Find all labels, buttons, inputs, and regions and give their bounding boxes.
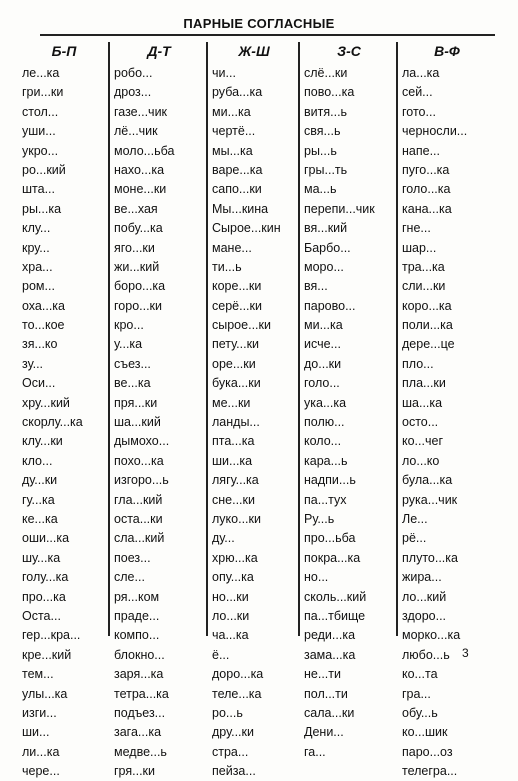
word-item: осто... xyxy=(402,415,439,430)
word-item: бука...ки xyxy=(212,376,261,391)
word-item: поли...ка xyxy=(402,318,453,333)
word-item: Дени... xyxy=(304,725,344,740)
word-item: до...ки xyxy=(304,356,342,371)
column-header: Д-Т xyxy=(147,43,171,59)
word-item: плуто...ка xyxy=(402,550,458,565)
word-item: серё...ки xyxy=(212,298,262,313)
word-item: тетра...ка xyxy=(114,686,169,701)
word-item: сла...кий xyxy=(114,531,165,546)
word-item: но... xyxy=(304,570,329,585)
word-item: пету...ки xyxy=(212,337,260,352)
word-item: тра...ка xyxy=(402,259,445,274)
word-item: сколь...кий xyxy=(304,589,367,604)
word-item: кана...ка xyxy=(402,201,452,216)
word-item: ши...ка xyxy=(212,453,253,468)
word-item: сала...ки xyxy=(304,705,355,720)
word-item: теле...ка xyxy=(212,686,262,701)
word-item: пря...ки xyxy=(114,395,158,410)
word-item: шар... xyxy=(402,240,437,255)
word-item: ми...ка xyxy=(212,104,251,119)
word-item: тем... xyxy=(22,667,54,682)
word-item: ве...ка xyxy=(114,376,151,391)
word-item: ланды... xyxy=(212,415,260,430)
word-item: изги... xyxy=(22,705,57,720)
word-item: ло...ки xyxy=(212,608,250,623)
word-item: луко...ки xyxy=(212,511,261,526)
word-item: пла...ки xyxy=(402,376,446,391)
word-item: ши... xyxy=(22,725,50,740)
word-item: ле...ка xyxy=(22,66,60,80)
word-item: кло... xyxy=(22,453,53,468)
word-item: ти...ь xyxy=(212,259,242,274)
word-item: ко...шик xyxy=(402,725,448,740)
word-item: чертё... xyxy=(212,124,256,139)
word-item: руба...ка xyxy=(212,85,263,100)
word-item: гер...кра... xyxy=(22,628,81,643)
word-item: ма...ь xyxy=(304,182,337,197)
word-item: пово...ка xyxy=(304,85,355,100)
word-item: заря...ка xyxy=(114,667,164,682)
word-item: побу...ка xyxy=(114,221,163,236)
word-item: блокно... xyxy=(114,647,165,662)
word-item: кара...ь xyxy=(304,453,348,468)
word-item: но...ки xyxy=(212,589,249,604)
word-item: голо... xyxy=(304,376,340,391)
word-item: нахо...ка xyxy=(114,162,165,177)
word-item: мы...ка xyxy=(212,143,253,158)
word-item: оха...ка xyxy=(22,298,65,313)
word-item: черносли... xyxy=(402,124,468,139)
word-item: гры...ть xyxy=(304,162,348,177)
word-item: напе... xyxy=(402,143,440,158)
word-item: оре...ки xyxy=(212,356,256,371)
word-item: гу...ка xyxy=(22,492,55,507)
word-item: коло... xyxy=(304,434,342,449)
word-item: голу...ка xyxy=(22,570,69,585)
word-item: скорлу...ка xyxy=(22,415,83,430)
word-item: хрю...ка xyxy=(212,550,258,565)
word-item: вя... xyxy=(304,279,328,294)
word-item: Оста... xyxy=(22,608,61,623)
word-list xyxy=(18,64,110,781)
column-header: В-Ф xyxy=(434,43,460,59)
word-item: зага...ка xyxy=(114,725,162,740)
word-item: ром... xyxy=(22,279,55,294)
word-item: ме...ки xyxy=(212,395,251,410)
column-header: Ж-Ш xyxy=(238,43,270,59)
word-item: робо... xyxy=(114,66,153,80)
word-item: покра...ка xyxy=(304,550,361,565)
word-item: кру... xyxy=(22,240,50,255)
word-item: Ле... xyxy=(402,511,428,526)
column-z-s xyxy=(300,38,398,759)
word-item: ли...ка xyxy=(22,744,60,759)
word-item: реди...ка xyxy=(304,628,356,643)
word-item: любо...ь xyxy=(402,647,450,662)
word-item: праде... xyxy=(114,608,160,623)
word-item: стра... xyxy=(212,744,249,759)
word-item: коре...ки xyxy=(212,279,262,294)
title-underline xyxy=(40,34,495,36)
word-item: зама...ка xyxy=(304,647,356,662)
word-list xyxy=(398,64,496,781)
word-item: коро...ка xyxy=(402,298,452,313)
word-item: ло...ко xyxy=(402,453,440,468)
word-item: ве...хая xyxy=(114,201,158,216)
word-item: опу...ка xyxy=(212,570,254,585)
word-item: чи... xyxy=(212,66,236,80)
word-item: сли...ки xyxy=(402,279,446,294)
column-header: Б-П xyxy=(51,43,77,59)
word-item: полю... xyxy=(304,415,345,430)
word-item: сей... xyxy=(402,85,433,100)
word-item: перепи...чик xyxy=(304,201,375,216)
word-item: ке...ка xyxy=(22,511,58,526)
word-item: Барбо... xyxy=(304,240,351,255)
word-item: жира... xyxy=(402,570,442,585)
page-title: ПАРНЫЕ СОГЛАСНЫЕ xyxy=(183,16,335,31)
word-item: ры...ка xyxy=(22,201,62,216)
word-item: яго...ки xyxy=(114,240,155,255)
word-item: ми...ка xyxy=(304,318,343,333)
word-item: жи...кий xyxy=(114,259,160,274)
column-d-t xyxy=(110,38,208,779)
word-item: слё...ки xyxy=(304,66,348,80)
word-item: горо...ки xyxy=(114,298,163,313)
word-item: сне...ки xyxy=(212,492,255,507)
word-item: боро...ка xyxy=(114,279,166,294)
word-item: телегра... xyxy=(402,764,458,779)
word-item: мане... xyxy=(212,240,252,255)
word-item: Оси... xyxy=(22,376,56,391)
word-item: изгоро...ь xyxy=(114,473,169,488)
word-item: ры...ь xyxy=(304,143,337,158)
word-item: кро... xyxy=(114,318,144,333)
word-item: ша...ка xyxy=(402,395,443,410)
word-item: ло...кий xyxy=(402,589,447,604)
word-item: зя...ко xyxy=(22,337,58,352)
word-item: пуго...ка xyxy=(402,162,450,177)
word-item: свя...ь xyxy=(304,124,341,139)
word-item: морко...ка xyxy=(402,628,461,643)
page-number: 3 xyxy=(462,646,469,660)
word-item: похо...ка xyxy=(114,453,164,468)
word-item: ду...ки xyxy=(22,473,58,488)
column-header: З-С xyxy=(337,43,361,59)
word-item: укро... xyxy=(22,143,59,158)
word-item: ду... xyxy=(212,531,235,546)
word-item: гото... xyxy=(402,104,436,119)
word-item: здоро... xyxy=(402,608,447,623)
word-item: доро...ка xyxy=(212,667,264,682)
word-item: поез... xyxy=(114,550,151,565)
word-item: сле... xyxy=(114,570,145,585)
word-item: па...тбище xyxy=(304,608,366,623)
word-item: кре...кий xyxy=(22,647,72,662)
word-item: шу...ка xyxy=(22,550,61,565)
word-item: сырое...ки xyxy=(212,318,271,333)
word-item: Ру...ь xyxy=(304,511,335,526)
word-item: голо...ка xyxy=(402,182,451,197)
word-item: моро... xyxy=(304,259,344,274)
word-item: про...ьба xyxy=(304,531,356,546)
word-item: ко...та xyxy=(402,667,438,682)
word-item: ука...ка xyxy=(304,395,347,410)
word-item: газе...чик xyxy=(114,104,168,119)
word-item: пол...ти xyxy=(304,686,348,701)
word-item: ко...чег xyxy=(402,434,444,449)
word-item: клу... xyxy=(22,221,51,236)
word-list xyxy=(110,64,208,781)
word-item: дру...ки xyxy=(212,725,254,740)
word-item: медве...ь xyxy=(114,744,167,759)
word-item: гри...ки xyxy=(22,85,64,100)
word-item: паро...оз xyxy=(402,744,453,759)
word-item: вя...кий xyxy=(304,221,348,236)
word-item: стол... xyxy=(22,104,59,119)
word-item: надпи...ь xyxy=(304,473,356,488)
word-item: то...кое xyxy=(22,318,65,333)
word-item: хру...кий xyxy=(22,395,70,410)
word-item: пта...ка xyxy=(212,434,255,449)
word-item: моне...ки xyxy=(114,182,167,197)
word-item: ря...ком xyxy=(114,589,160,604)
word-item: парово... xyxy=(304,298,356,313)
word-item: ро...кий xyxy=(22,162,66,177)
word-item: Мы...кина xyxy=(212,201,269,216)
word-item: дроз... xyxy=(114,85,152,100)
word-item: дымохо... xyxy=(114,434,170,449)
word-item: оста...ки xyxy=(114,511,163,526)
word-item: варе...ка xyxy=(212,162,263,177)
word-item: ша...кий xyxy=(114,415,161,430)
word-item: клу...ки xyxy=(22,434,63,449)
column-zh-sh xyxy=(208,38,300,779)
word-item: ла...ка xyxy=(402,66,440,80)
word-item: исче... xyxy=(304,337,341,352)
word-item: зу... xyxy=(22,356,44,371)
word-item: шта... xyxy=(22,182,55,197)
word-item: сапо...ки xyxy=(212,182,262,197)
word-item: уши... xyxy=(22,124,56,139)
word-item: витя...ь xyxy=(304,104,348,119)
word-item: га... xyxy=(304,744,326,759)
word-item: хра... xyxy=(22,259,53,274)
word-item: лё...чик xyxy=(114,124,158,139)
word-item: дере...це xyxy=(402,337,455,352)
word-item: пло... xyxy=(402,356,434,371)
word-item: ро...ь xyxy=(212,705,243,720)
word-item: гла...кий xyxy=(114,492,163,507)
word-item: оши...ка xyxy=(22,531,70,546)
word-item: була...ка xyxy=(402,473,453,488)
word-item: компо... xyxy=(114,628,160,643)
word-item: рука...чик xyxy=(402,492,458,507)
word-item: обу...ь xyxy=(402,705,438,720)
word-list xyxy=(208,64,300,781)
word-item: съез... xyxy=(114,356,151,371)
word-item: ча...ка xyxy=(212,628,249,643)
word-item: рё... xyxy=(402,531,427,546)
word-item: про...ка xyxy=(22,589,66,604)
consonant-pairs-table xyxy=(18,38,496,779)
word-item: лягу...ка xyxy=(212,473,259,488)
word-item: гра... xyxy=(402,686,431,701)
word-item: па...тух xyxy=(304,492,347,507)
word-item: гне... xyxy=(402,221,431,236)
word-item: не...ти xyxy=(304,667,341,682)
word-item: чере... xyxy=(22,764,60,779)
word-item: у...ка xyxy=(114,337,143,352)
column-v-f xyxy=(398,38,496,779)
word-list xyxy=(300,64,398,762)
column-b-p xyxy=(18,38,110,779)
word-item: ё... xyxy=(212,647,230,662)
word-item: улы...ка xyxy=(22,686,68,701)
word-item: гря...ки xyxy=(114,764,156,779)
word-item: моло...ьба xyxy=(114,143,175,158)
word-item: Сырое...кин xyxy=(212,221,281,236)
word-item: пейза... xyxy=(212,764,256,779)
word-item: подъез... xyxy=(114,705,166,720)
